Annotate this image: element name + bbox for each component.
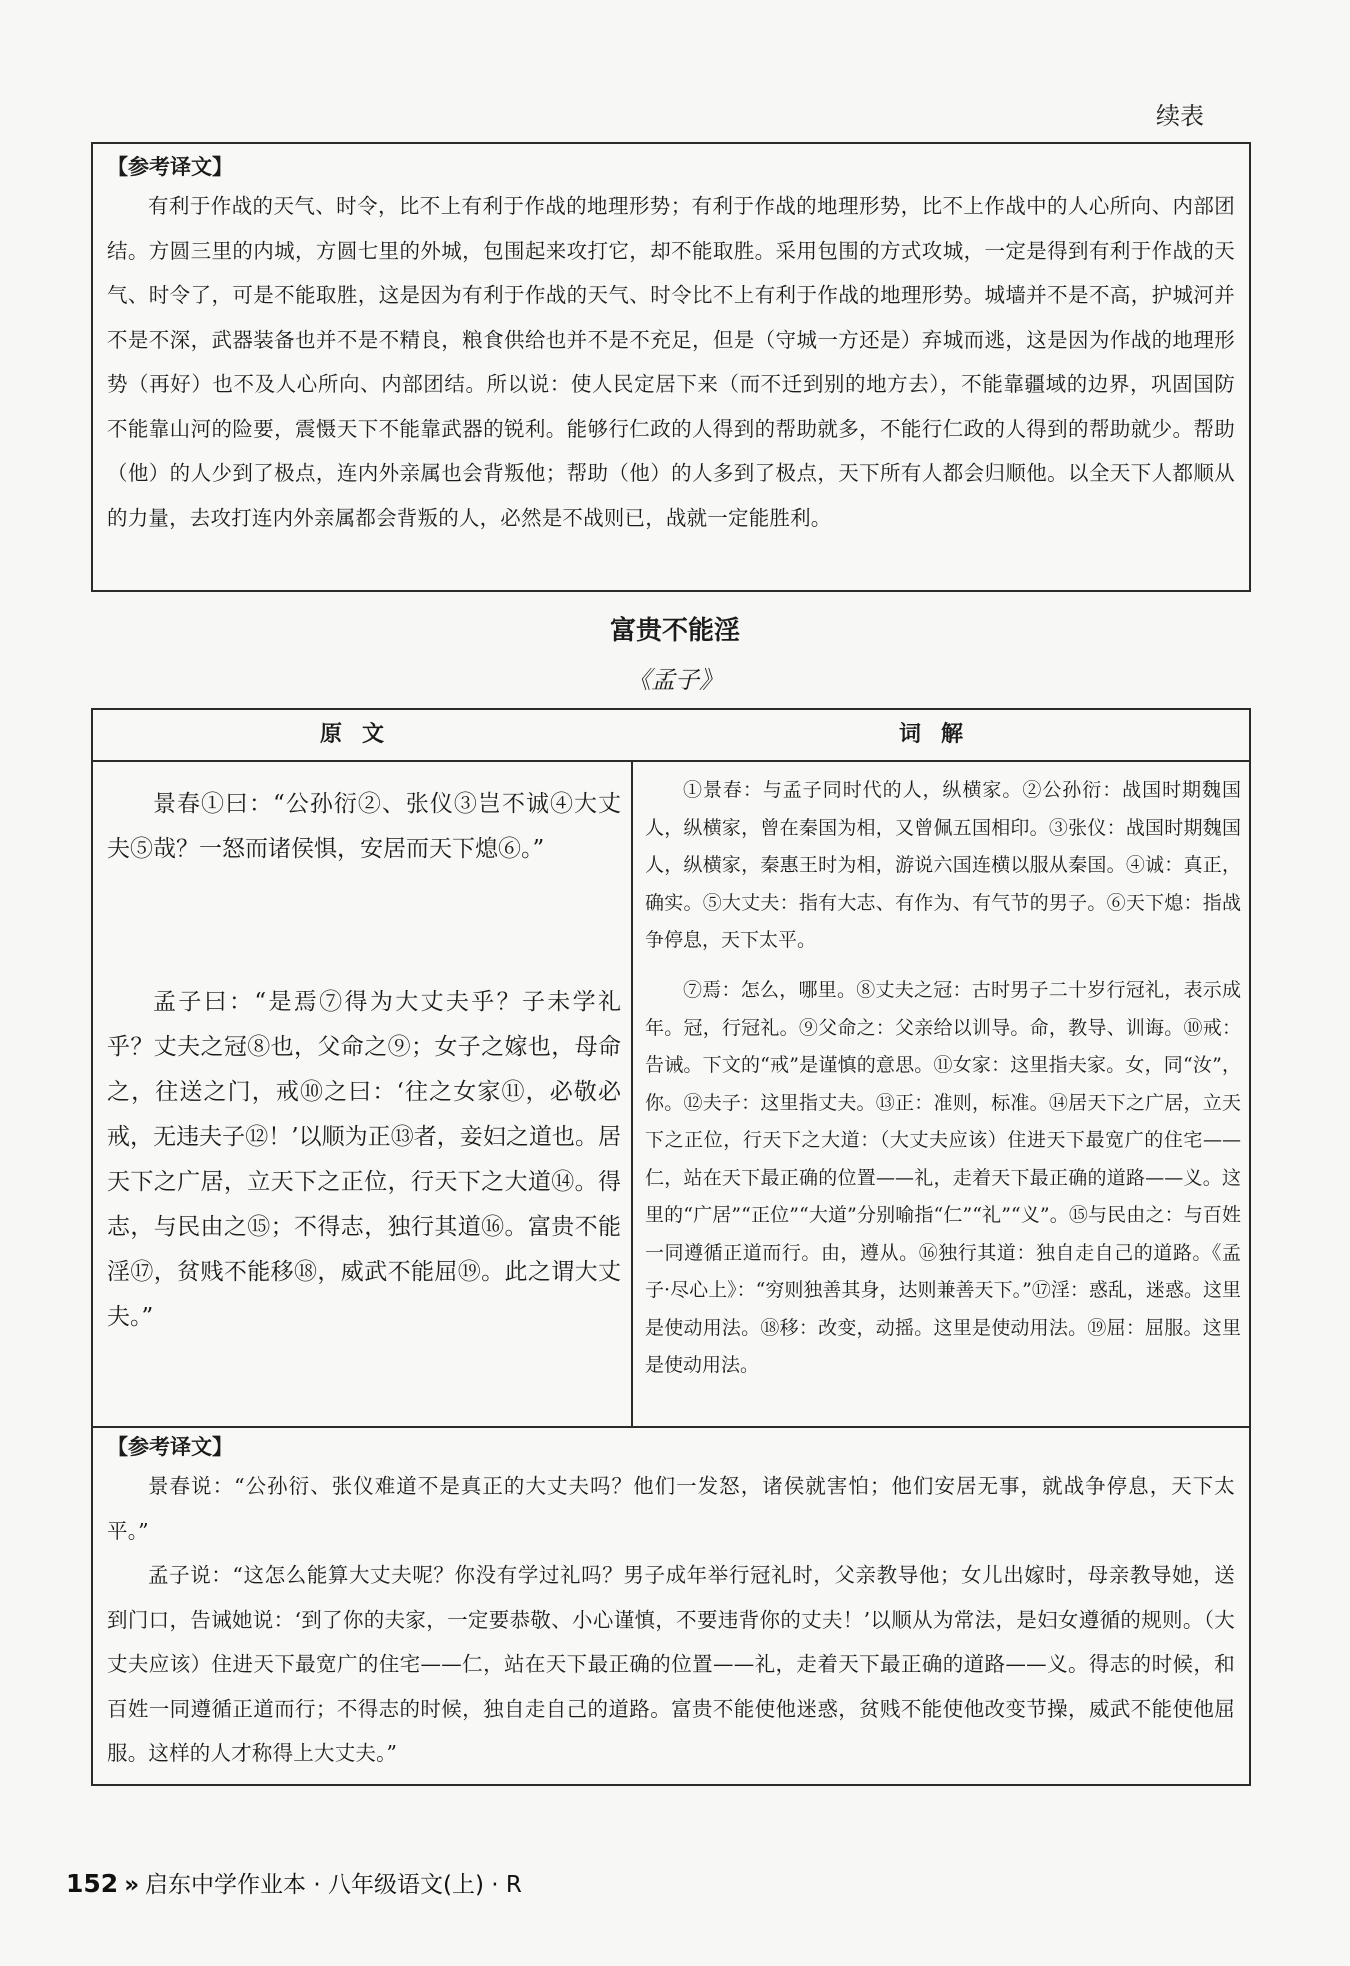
text-notes-table xyxy=(91,708,1251,1786)
page-number: 152 xyxy=(66,1869,119,1898)
section-title: 富贵不能淫 xyxy=(609,616,740,646)
book-title: 启东中学作业本 · 八年级语文(上) · R xyxy=(145,1872,522,1898)
page-footer xyxy=(66,1866,522,1899)
row-divider xyxy=(93,1426,1249,1428)
chevron-icon: » xyxy=(124,1872,140,1898)
column-header-notes: 词解 xyxy=(898,722,983,747)
section-author: 《孟子》 xyxy=(627,666,723,694)
reference-translation-text-2: 孟子说：“这怎么能算大丈夫呢？你没有学过礼吗？男子成年举行冠礼时，父亲教导他；女儿出嫁时，母亲教导她，送到门口，告诫她说：‘到了你的夫家，一定要恭敬、小心谨慎，不要违背你的丈夫！’以顺从为常法，是妇女遵循的规则。（大丈夫应该）住进天下最宽广的住宅——仁，站在天下最正确的位置——礼，走着天下最正确的道路——义。得志的时候，和百姓一同遵循正道而行；不得志的时候，独自走自己的道路。富贵不能使他迷惑，贫贱不能使他改变节操，威武不能使他屈服。这样的人才称得上大丈夫。” xyxy=(107,1563,1235,1765)
reference-translation-title: 【参考译文】 xyxy=(107,155,233,179)
original-text-1: 景春①曰：“公孙衍②、张仪③岂不诚④大丈夫⑤哉？一怒而诸侯惧，安居而天下熄⑥。” xyxy=(107,791,621,862)
original-text-2: 孟子曰：“是焉⑦得为大丈夫乎？子未学礼乎？丈夫之冠⑧也，父命之⑨；女子之嫁也，母命之，往送之门，戒⑩之曰：‘往之女家⑪，必敬必戒，无违夫子⑫！’以顺为正⑬者，妾妇之道也。居天下之广居，立天下之正位，行天下之大道⑭。得志，与民由之⑮；不得志，独行其道⑯。富贵不能淫⑰，贫贱不能移⑱，威武不能屈⑲。此之谓大丈夫。” xyxy=(107,989,621,1330)
column-divider xyxy=(631,760,633,1428)
reference-translation-box-1 xyxy=(91,142,1251,592)
continued-label: 续表 xyxy=(1156,102,1204,130)
column-header-original: 原文 xyxy=(319,722,404,747)
table-header-row xyxy=(93,710,1249,762)
reference-translation-box-2 xyxy=(107,1432,1235,1776)
reference-translation-text: 有利于作战的天气、时令，比不上有利于作战的地理形势；有利于作战的地理形势，比不上作战中的人心所向、内部团结。方圆三里的内城，方圆七里的外城，包围起来攻打它，却不能取胜。采用包围的方式攻城，一定是得到有利于作战的天气、时令了，可是不能取胜，这是因为有利于作战的天气、时令比不上有利于作战的地理形势。城墙并不是不高，护城河并不是不深，武器装备也并不是不精良，粮食供给也并不是不充足，但是（守城一方还是）弃城而逃，这是因为作战的地理形势（再好）也不及人心所向、内部团结。所以说：使人民定居下来（而不迁到别的地方去），不能靠疆域的边界，巩固国防不能靠山河的险要，震慑天下不能靠武器的锐利。能够行仁政的人得到的帮助就多，不能行仁政的人得到的帮助就少。帮助（他）的人少到了极点，连内外亲属也会背叛他；帮助（他）的人多到了极点，天下所有人都会归顺他。以全天下人都顺从的力量，去攻打连内外亲属都会背叛的人，必然是不战则已，战就一定能胜利。 xyxy=(107,194,1235,530)
word-notes-2: ⑦焉：怎么，哪里。⑧丈夫之冠：古时男子二十岁行冠礼，表示成年。冠，行冠礼。⑨父命之：父亲给以训导。命，教导、训诲。⑩戒：告诫。下文的“戒”是谨慎的意思。⑪女家：这里指夫家。女，同“汝”，你。⑫夫子：这里指丈夫。⑬正：准则，标准。⑭居天下之广居，立天下之正位，行天下之大道：（大丈夫应该）住进天下最宽广的住宅——仁，站在天下最正确的位置——礼，走着天下最正确的道路——义。这里的“广居”“正位”“大道”分别喻指“仁”“礼”“义”。⑮与民由之：与百姓一同遵循正道而行。由，遵从。⑯独行其道：独自走自己的道路。《孟子·尽心上》：“穷则独善其身，达则兼善天下。”⑰淫：惑乱，迷惑。这里是使动用法。⑱移：改变，动摇。这里是使动用法。⑲屈：屈服。这里是使动用法。 xyxy=(645,979,1241,1376)
reference-translation-title: 【参考译文】 xyxy=(107,1435,233,1459)
reference-translation-text-1: 景春说：“公孙衍、张仪难道不是真正的大丈夫吗？他们一发怒，诸侯就害怕；他们安居无事，就战争停息，天下太平。” xyxy=(107,1474,1235,1543)
word-notes-1: ①景春：与孟子同时代的人，纵横家。②公孙衍：战国时期魏国人，纵横家，曾在秦国为相，又曾佩五国相印。③张仪：战国时期魏国人，纵横家，秦惠王时为相，游说六国连横以服从秦国。④诚：真正，确实。⑤大丈夫：指有大志、有作为、有气节的男子。⑥天下熄：指战争停息，天下太平。 xyxy=(645,779,1241,951)
